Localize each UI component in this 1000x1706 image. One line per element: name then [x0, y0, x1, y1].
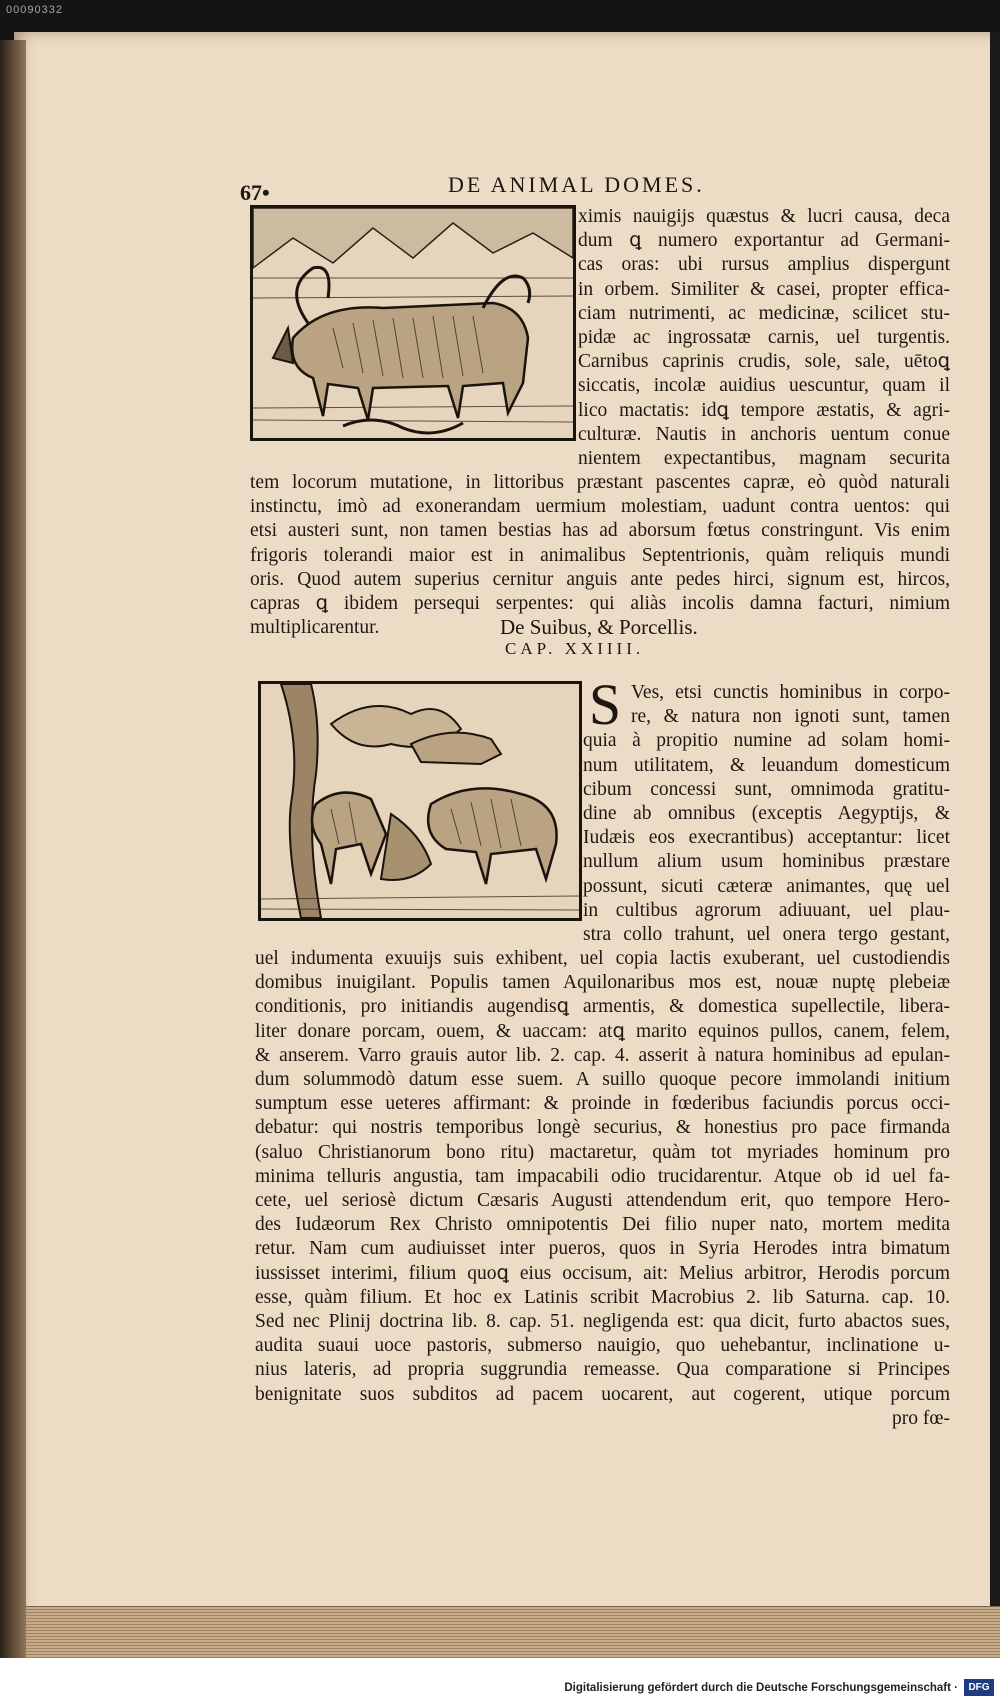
text-line: debatur: qui nostris temporibus longè securius, & honestius pro pace firmanda — [255, 1117, 950, 1139]
text-line: cete, uel seriosè dictum Cæsaris Augusti attendendum erit, quo tempore Hero- — [255, 1190, 950, 1212]
catchword: pro fœ- — [892, 1407, 950, 1429]
text-line: conditionis, pro initiandis augendisꝗ armentis, & domestica supellectile, libera- — [255, 996, 950, 1018]
chapter-title: De Suibus, & Porcellis. — [500, 615, 698, 639]
text-beside-pigs — [583, 681, 950, 947]
chapter-number: CAP. XXIIII. — [505, 639, 645, 658]
text-line: frigoris tolerandi maior est in animalibus Septentrionis, quàm reliquis mundi — [250, 544, 950, 566]
text-line: & anserem. Varro grauis autor lib. 2. cap. 4. asserit à natura hominibus ad epulan- — [255, 1044, 950, 1066]
text-line: ximis nauigijs quæstus & lucri causa, deca — [578, 206, 950, 227]
text-line: multiplicarentur. — [250, 617, 380, 639]
dfg-logo: DFG — [964, 1679, 994, 1696]
text-line: tem locorum mutatione, in littoribus præstant pascentes capræ, eò quòd naturali — [250, 472, 950, 493]
text-line: siccatis, incolæ auidius uescuntur, quam il — [578, 375, 950, 397]
text-line: etsi austeri sunt, non tamen bestias has ad aborsum fœtus constringunt. Vis enim — [250, 520, 950, 542]
text-line: culturæ. Nautis in anchoris uentum conue — [578, 423, 950, 445]
text-line: (saluo Christianorum bono ritu) mactaretur, quàm tot myriades hominum pro — [255, 1141, 950, 1163]
text-line: cas oras: ubi rursus amplius dispergunt — [578, 254, 950, 276]
text-line: dum solummodò datum esse suem. A suillo quoque pecore immolandi initium — [255, 1069, 950, 1091]
scan-id: 00090332 — [6, 4, 63, 16]
text-line: possunt, sicuti cæteræ animantes, quę uel — [583, 875, 950, 897]
text-line: Ves, etsi cunctis hominibus in corpo- — [631, 682, 950, 703]
text-line: benignitate suos subditos ad pacem uocarent, aut cogerent, utique porcum — [255, 1383, 950, 1405]
text-full-width-2 — [255, 947, 950, 1431]
text-line: capras ꝗ ibidem persequi serpentes: qui aliàs incolis damna facturi, nimium — [250, 593, 950, 615]
text-line: minima telluris angustia, tam impacabili odio trucidarentur. Atque ob id uel fa- — [255, 1165, 950, 1187]
text-line: lico mactatis: idꝗ tempore æstatis, & agri- — [578, 399, 950, 421]
text-line: oris. Quod autem superius cernitur anguis ante pedes hirci, signum est, hircos, — [250, 568, 950, 590]
funding-credit: Digitalisierung gefördert durch die Deutsche Forschungsgemeinschaft · — [564, 1682, 958, 1694]
text-line: pidæ ac ingrossatæ carnis, uel turgentis. — [578, 327, 950, 349]
text-line: instinctu, imò ad exonerandam uermium molestiam, uadunt contra uentos: qui — [250, 496, 950, 518]
text-line: cibum concessi sunt, omnimoda gratitu- — [583, 778, 950, 800]
text-line: retur. Nam cum audiuisset inter pueros, quos in Syria Herodes intra bimatum — [255, 1238, 950, 1260]
text-line: domibus inuigilant. Populis tamen Aquilonaribus mos est, nouæ nuptę plebeiæ — [255, 972, 950, 994]
text-line: in orbem. Similiter & casei, propter effica- — [578, 278, 950, 300]
text-line: liter donare porcam, ouem, & uaccam: atꝗ marito equinos pullos, canem, felem, — [255, 1020, 950, 1042]
goat-woodcut — [250, 205, 576, 441]
scan-right-edge — [990, 32, 1000, 1658]
text-line: Carnibus caprinis crudis, sole, sale, uētoꝗ — [578, 351, 950, 373]
text-line: uel indumenta exuuijs suis exhibent, uel copia lactis exuberant, uel custodiendis — [255, 948, 950, 969]
text-beside-goat — [578, 205, 950, 471]
text-line: esse, quàm filium. Et hoc ex Latinis scribit Macrobius 2. lib Saturna. cap. 10. — [255, 1286, 950, 1308]
text-line: num utilitatem, & leuandum domesticum — [583, 754, 950, 776]
book-spine-shadow — [0, 40, 26, 1660]
text-line: ciam nutrimenti, ac medicinæ, scilicet stu- — [578, 302, 950, 324]
text-line: dum ꝗ numero exportantur ad Germani- — [578, 230, 950, 252]
text-line: stra collo trahunt, uel onera tergo gestant, — [583, 924, 950, 946]
text-line: in cultibus agrorum adiuuant, uel plau- — [583, 899, 950, 921]
decorated-initial: S — [588, 672, 622, 737]
text-line: re, & natura non ignoti sunt, tamen — [631, 706, 950, 728]
text-line: des Iudæorum Rex Christo omnipotentis Dei filio nuper nato, mortem medita — [255, 1214, 950, 1236]
running-head: DE ANIMAL DOMES. — [448, 172, 705, 197]
page-edges — [26, 1606, 1000, 1659]
text-line: sumptum esse ueteres affirmant: & proinde in fœderibus faciundis porcus occi- — [255, 1093, 950, 1115]
pigs-woodcut — [258, 681, 582, 921]
text-line: iussisset interimi, filium quoꝗ eius occisum, ait: Melius arbitror, Herodis porcum — [255, 1262, 950, 1284]
page-number: 67• — [240, 180, 270, 205]
text-line: nius lateris, ad propria suggrundia remeasse. Qua comparatione si Principes — [255, 1359, 950, 1381]
text-line: Iudæis eos execrantibus) acceptantur: licet — [583, 827, 950, 849]
text-line: nientem expectantibus, magnam securita — [578, 448, 950, 470]
text-line: nullum alium usum hominibus præstare — [583, 851, 950, 873]
text-line: audita suaui uoce pastoris, submerso nauigio, quo uehebantur, inclinatione u- — [255, 1335, 950, 1357]
text-line: dine ab omnibus (exceptis Aegyptijs, & — [583, 803, 950, 825]
text-line: quia à propitio numine ad solam homi- — [583, 730, 950, 752]
text-line: Sed nec Plinij doctrina lib. 8. cap. 51. negligenda est: qua dicit, furto abactos sues, — [255, 1311, 950, 1333]
